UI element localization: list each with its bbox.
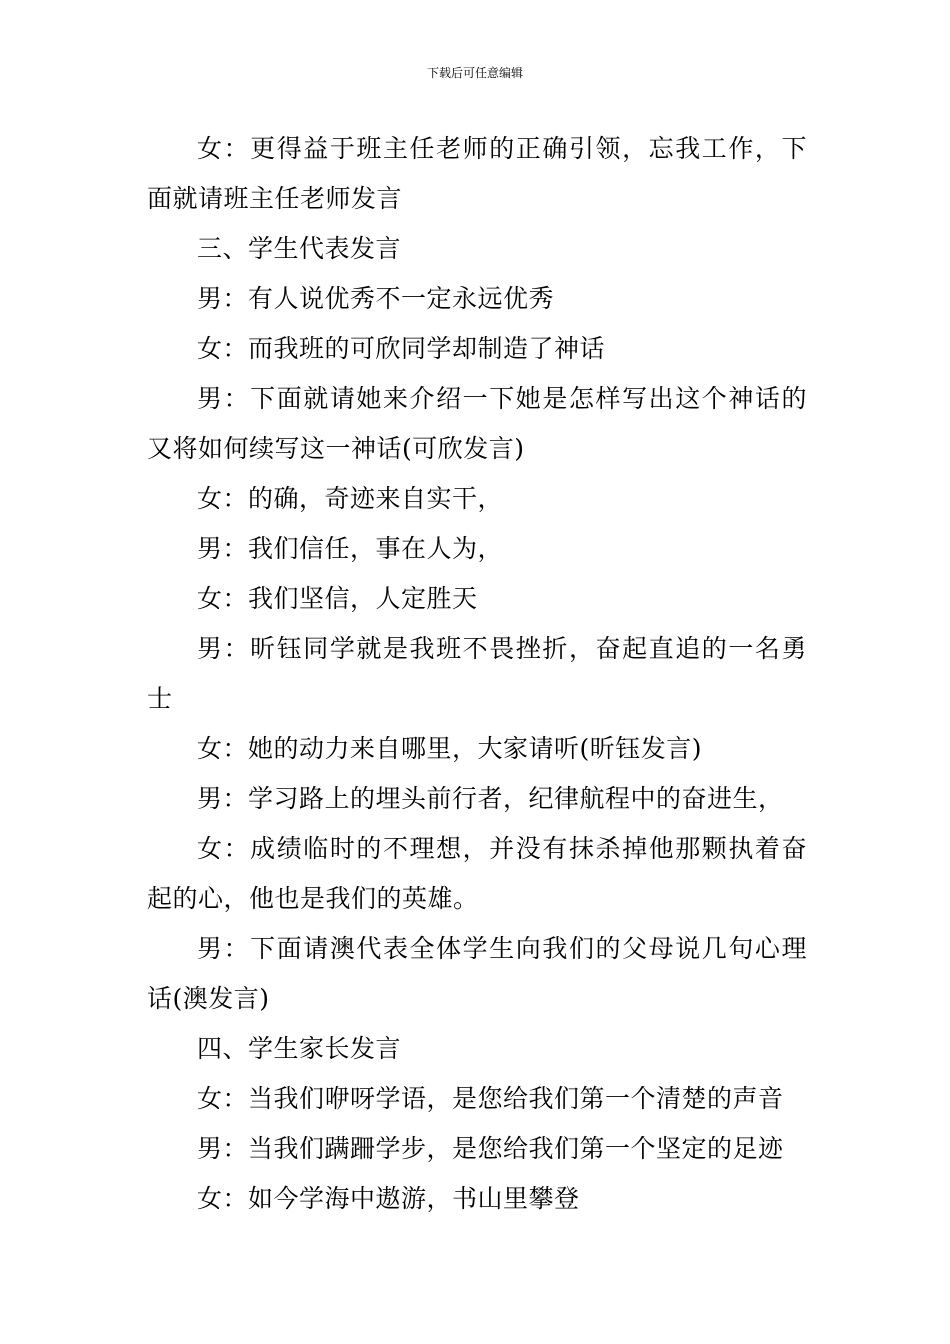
- page-header: 下载后可任意编辑: [426, 66, 523, 80]
- paragraph: 男：学习路上的埋头前行者，纪律航程中的奋进生，: [197, 784, 784, 813]
- paragraph: 男：当我们蹒跚学步，是您给我们第一个坚定的足迹: [197, 1134, 784, 1163]
- paragraph: 男：下面请澳代表全体学生向我们的父母说几句心理话(澳发言): [147, 934, 807, 1013]
- document-body: [147, 124, 807, 1224]
- paragraph: 男：昕钰同学就是我班不畏挫折，奋起直追的一名勇士: [147, 634, 807, 713]
- paragraph: 女：更得益于班主任老师的正确引领，忘我工作，下面就请班主任老师发言: [147, 134, 807, 213]
- paragraph: 女：的确，奇迹来自实干，: [197, 484, 504, 513]
- paragraph: 男：下面就请她来介绍一下她是怎样写出这个神话的又将如何续写这一神话(可欣发言): [147, 384, 807, 463]
- paragraph: 女：我们坚信，人定胜天: [197, 584, 478, 613]
- paragraph: 女：如今学海中遨游，书山里攀登: [197, 1184, 580, 1213]
- paragraph: 女：成绩临时的不理想，并没有抹杀掉他那颗执着奋起的心，他也是我们的英雄。: [147, 834, 807, 913]
- paragraph: 男：我们信任，事在人为，: [197, 534, 504, 563]
- paragraph: 男：有人说优秀不一定永远优秀: [197, 284, 555, 313]
- paragraph: 女：而我班的可欣同学却制造了神话: [197, 334, 606, 363]
- paragraph: 女：当我们咿呀学语，是您给我们第一个清楚的声音: [197, 1084, 784, 1113]
- section-heading: 三、学生代表发言: [197, 234, 402, 263]
- section-heading: 四、学生家长发言: [197, 1034, 402, 1063]
- paragraph: 女：她的动力来自哪里，大家请听(昕钰发言): [197, 734, 703, 763]
